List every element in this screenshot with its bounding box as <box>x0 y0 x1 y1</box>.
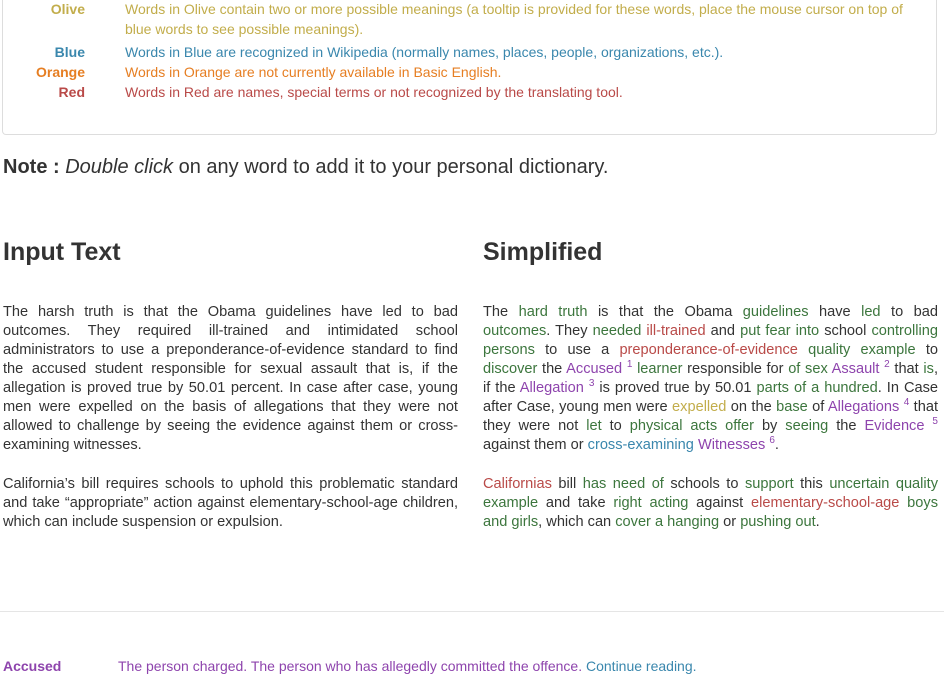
footnote-marker[interactable]: 5 <box>932 416 938 428</box>
simplified-word[interactable]: right acting <box>613 495 689 511</box>
simplified-word[interactable]: guidelines <box>742 304 809 320</box>
simplified-word[interactable]: has need of <box>582 476 664 492</box>
legend-key-red: Red <box>58 84 85 100</box>
simplified-word[interactable]: Accused <box>566 361 623 377</box>
footnote-marker[interactable]: 3 <box>588 378 595 390</box>
continue-reading-link[interactable]: Continue reading. <box>586 658 697 674</box>
legend-desc-olive: Words in Olive contain two or more possible meanings (a tooltip is provided for these words, place the mouse cursor on top of blue words to see possible meanings). <box>125 1 903 37</box>
input-text-heading: Input Text <box>3 238 121 266</box>
simplified-word[interactable]: hard truth <box>518 304 588 320</box>
footnote-marker[interactable]: 1 <box>626 359 633 371</box>
footnote-term: Accused <box>3 658 62 674</box>
simplified-word[interactable]: parts of a hundred <box>756 380 878 396</box>
simplified-word[interactable]: let <box>586 418 602 434</box>
legend-row-olive <box>3 0 938 39</box>
simplified-word[interactable]: discover <box>483 361 538 377</box>
simplified-word[interactable]: put fear into <box>740 323 820 339</box>
legend-key-olive: Olive <box>50 1 85 17</box>
simplified-word[interactable]: Assault <box>831 361 880 377</box>
section-divider <box>0 611 944 612</box>
simplified-word[interactable]: Allegation <box>519 380 584 396</box>
simplified-word[interactable]: ill-trained <box>646 323 706 339</box>
simplified-word[interactable]: Evidence <box>864 418 925 434</box>
note-action: Double click <box>65 156 174 178</box>
input-paragraph-1: The harsh truth is that the Obama guidelines have led to bad outcomes. They required ill-trained and intimidated school administrators to use a preponderance-of-evidence standard to find the accused student responsible for sexual assault that is, if the allegation is proved true by 50.01 percent. In case after case, young men were expelled on the basis of allegations that they were not allowed to challenge by seeing the evidence against them or cross-examining witnesses. <box>3 304 458 453</box>
simplified-word[interactable]: quality example <box>808 342 916 358</box>
legend-row-blue <box>3 42 938 62</box>
simplified-word[interactable]: Allegations <box>827 399 900 415</box>
simplified-paragraph-1: The hard truth is that the Obama guidelines have led to bad outcomes. They needed ill-trained and put fear into school controlling persons to use a preponderance-of-evidence quality example to discover the Accused $^1$ learner responsible for of sex Assault $^2$ that is, if the Allegation $^3$ is proved true by 50.01 parts of a hundred. In Case after Case, young men were expelled on the base of Allegations $^4$ that they were not let to physical acts offer by seeing the Evidence $^5$ against them or cross-examining Witnesses $^6$. <box>483 304 939 453</box>
simplified-word[interactable]: needed <box>592 323 642 339</box>
simplified-word[interactable]: led <box>861 304 881 320</box>
simplified-word[interactable]: controlling persons <box>483 323 938 358</box>
note-label: Note : <box>3 156 60 178</box>
simplified-paragraph-2: Californias bill has need of schools to support this uncertain quality example and take right acting against elementary-school-age boys and girls, which can cover a hanging or pushing out. <box>483 476 939 530</box>
note-text: on any word to add it to your personal dictionary. <box>173 156 609 178</box>
footnote-definition-text: The person charged. The person who has allegedly committed the offence. <box>118 658 583 674</box>
simplified-word[interactable]: Californias <box>483 476 552 492</box>
simplified-word[interactable]: boys and girls <box>483 495 938 530</box>
simplified-word[interactable]: elementary-school-age <box>750 495 900 511</box>
color-legend-panel <box>2 0 937 135</box>
simplified-word[interactable]: cross-examining <box>587 437 694 453</box>
legend-desc-blue: Words in Blue are recognized in Wikipedia (normally names, places, people, organizations, etc.). <box>125 44 724 60</box>
legend-desc-orange: Words in Orange are not currently available in Basic English. <box>125 64 502 80</box>
simplified-word[interactable]: learner <box>637 361 683 377</box>
footnote-definition <box>118 657 697 675</box>
simplified-word[interactable]: physical acts offer <box>629 418 755 434</box>
legend-key-orange: Orange <box>35 64 85 80</box>
footnote-marker[interactable]: 2 <box>884 359 890 371</box>
simplified-word[interactable]: is <box>923 361 934 377</box>
simplified-word[interactable]: cover a hanging <box>615 514 720 530</box>
simplified-word[interactable]: seeing <box>785 418 829 434</box>
legend-row-orange <box>3 62 938 82</box>
simplified-word[interactable]: of sex <box>788 361 828 377</box>
legend-row-red <box>3 82 938 102</box>
simplified-word[interactable]: base <box>776 399 808 415</box>
simplified-word[interactable]: uncertain quality example <box>483 476 939 511</box>
footnote-marker[interactable]: 4 <box>903 397 910 409</box>
simplified-word[interactable]: Witnesses <box>697 437 766 453</box>
simplified-word[interactable]: support <box>744 476 794 492</box>
footnote-marker[interactable]: 6 <box>769 435 775 447</box>
legend-desc-red: Words in Red are names, special terms or not recognized by the translating tool. <box>125 84 623 100</box>
simplified-heading: Simplified <box>483 238 603 266</box>
input-paragraph-2: California’s bill requires schools to uphold this problematic standard and take “appropriate” action against elementary-school-age children, which can include suspension or expulsion. <box>3 476 458 530</box>
double-click-note <box>3 155 609 179</box>
simplified-word[interactable]: pushing out <box>740 514 816 530</box>
simplified-word[interactable]: outcomes <box>483 323 547 339</box>
simplified-word[interactable]: expelled <box>672 399 727 415</box>
legend-key-blue: Blue <box>54 44 85 60</box>
simplified-word[interactable]: preponderance-of-evidence <box>619 342 798 358</box>
